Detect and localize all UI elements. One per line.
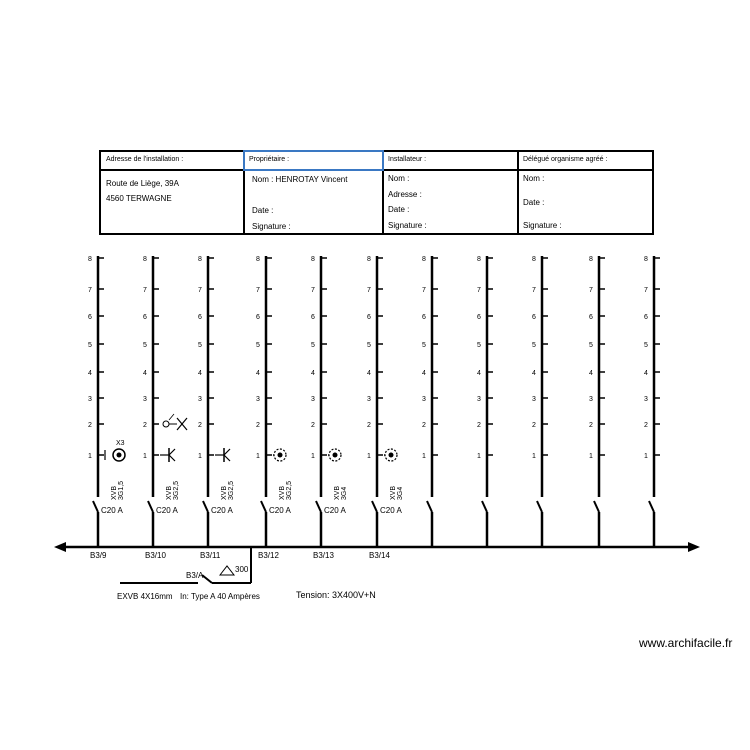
circuit [644,256,660,547]
tick-label: 1 [367,453,371,460]
circuit [477,256,493,547]
circuit-id-label: B3/10 [145,551,166,560]
cable-label: 3G2,5 [173,480,180,500]
address-line1: Route de Liège, 39A [106,179,179,188]
tick-label: 8 [589,256,593,263]
circuit-id-label: B3/11 [200,551,221,560]
tick-label: 6 [532,314,536,321]
tick-label: 1 [422,453,426,460]
breaker-label: C20 A [269,506,291,515]
tick-label: 6 [311,314,315,321]
tick-label: 3 [589,396,593,403]
switch-arm [224,449,230,455]
tick-label: 6 [644,314,648,321]
switch-arm [169,449,175,455]
tick-label: 1 [311,453,315,460]
tick-label: 5 [88,342,92,349]
differential-label: 300 [235,565,249,574]
tick-label: 8 [88,256,92,263]
tick-label: 2 [143,422,147,429]
socket-count-label: X3 [116,440,125,447]
tick-label: 1 [143,453,147,460]
circuit-id-label: B3/14 [369,551,390,560]
breaker-label: C20 A [380,506,402,515]
tick-label: 4 [256,370,260,377]
tick-label: 5 [198,342,202,349]
tick-label: 8 [256,256,260,263]
tick-label: 1 [477,453,481,460]
tension-label: Tension: 3X400V+N [296,590,376,600]
tick-label: 2 [532,422,536,429]
tick-label: 5 [256,342,260,349]
tick-label: 3 [143,396,147,403]
main-rating-label: In: Type A 40 Ampères [180,592,260,601]
tick-label: 5 [367,342,371,349]
cable-label: 3G1,5 [118,480,125,500]
tick-label: 5 [143,342,147,349]
watermark: www.archifacile.fr [639,636,733,650]
tick-label: 3 [367,396,371,403]
tick-label: 1 [589,453,593,460]
circuit [422,256,438,547]
socket-dot [389,453,394,458]
switch-arm [224,455,230,461]
tick-label: 6 [256,314,260,321]
circuits [88,256,660,560]
breaker-switch-icon [427,501,432,512]
tick-label: 4 [88,370,92,377]
tick-label: 1 [256,453,260,460]
lamp-point-icon [163,421,169,427]
tick-label: 2 [367,422,371,429]
tick-label: 1 [532,453,536,460]
cable-label: XVB [279,485,286,500]
socket-dot [333,453,338,458]
cable-label: XVB [166,485,173,500]
breaker-switch-icon [148,501,153,512]
tick-label: 7 [88,287,92,294]
tick-label: 4 [143,370,147,377]
tick-label: 2 [88,422,92,429]
tick-label: 1 [644,453,648,460]
installer-date: Date : [388,205,410,214]
tick-label: 3 [422,396,426,403]
breaker-switch-icon [594,501,599,512]
owner-signature: Signature : [252,222,291,231]
tick-label: 6 [422,314,426,321]
cable-label: XVB [390,485,397,500]
cable-label: XVB [221,485,228,500]
owner-date: Date : [252,206,274,215]
owner-name: Nom : HENROTAY Vincent [252,175,348,184]
breaker-switch-icon [316,501,321,512]
tick-label: 6 [88,314,92,321]
tick-label: 2 [477,422,481,429]
address-line2: 4560 TERWAGNE [106,194,172,203]
circuit-id-label: B3/13 [313,551,334,560]
circuit [256,256,293,560]
tick-label: 5 [644,342,648,349]
circuit [532,256,548,547]
cable-label: XVB [111,485,118,500]
tick-label: 3 [256,396,260,403]
tick-label: 5 [422,342,426,349]
tick-label: 5 [311,342,315,349]
breaker-switch-icon [372,501,377,512]
tick-label: 7 [422,287,426,294]
tick-label: 8 [422,256,426,263]
tick-label: 4 [198,370,202,377]
tick-label: 4 [644,370,648,377]
circuit [198,256,235,560]
tick-label: 3 [644,396,648,403]
cable-label: 3G2,5 [286,480,293,500]
tick-label: 3 [311,396,315,403]
tick-label: 1 [198,453,202,460]
tick-label: 7 [532,287,536,294]
tick-label: 7 [256,287,260,294]
tick-label: 4 [589,370,593,377]
tick-label: 6 [589,314,593,321]
tick-label: 6 [477,314,481,321]
tick-label: 7 [198,287,202,294]
breaker-label: C20 A [156,506,178,515]
tick-label: 8 [644,256,648,263]
installer-address: Adresse : [388,190,422,199]
breaker-switch-icon [261,501,266,512]
cable-label: 3G4 [397,486,404,500]
tick-label: 7 [477,287,481,294]
breaker-switch-icon [93,501,98,512]
tick-label: 2 [311,422,315,429]
tick-label: 2 [256,422,260,429]
tick-label: 8 [477,256,481,263]
tick-label: 7 [589,287,593,294]
tick-label: 2 [589,422,593,429]
cable-label: 3G2,5 [228,480,235,500]
tick-label: 4 [532,370,536,377]
cable-label: 3G4 [341,486,348,500]
agency-name: Nom : [523,174,545,183]
tick-label: 7 [367,287,371,294]
breaker-label: C20 A [324,506,346,515]
tick-label: 7 [644,287,648,294]
tick-label: 8 [532,256,536,263]
tick-label: 8 [367,256,371,263]
differential-triangle-icon [220,566,234,575]
tick-label: 2 [644,422,648,429]
breaker-switch-icon [537,501,542,512]
bus-left-arrow-icon [54,542,66,552]
tick-label: 2 [198,422,202,429]
owner-cell-selection[interactable] [244,151,383,170]
tick-label: 6 [198,314,202,321]
circuit [311,256,348,560]
breaker-label: C20 A [101,506,123,515]
lamp-tick [169,414,174,420]
tick-label: 6 [143,314,147,321]
installer-name: Nom : [388,174,410,183]
tick-label: 4 [422,370,426,377]
tick-label: 1 [88,453,92,460]
circuit [88,256,125,560]
bus-right-arrow-icon [688,542,700,552]
installer-title: Installateur : [388,156,427,163]
breaker-switch-icon [649,501,654,512]
tick-label: 8 [198,256,202,263]
breaker-label: C20 A [211,506,233,515]
agency-date: Date : [523,198,545,207]
agency-title: Délégué organisme agréé : [523,156,608,163]
header-table [100,151,653,234]
tick-label: 3 [477,396,481,403]
tick-label: 3 [198,396,202,403]
circuit-id-label: B3/12 [258,551,279,560]
tick-label: 7 [143,287,147,294]
tick-label: 3 [88,396,92,403]
main-cable-label: EXVB 4X16mm [117,592,173,601]
circuit [143,256,187,560]
circuit [367,256,404,560]
tick-label: 5 [589,342,593,349]
tick-label: 7 [311,287,315,294]
circuit-id-label: B3/9 [90,551,107,560]
tick-label: 4 [367,370,371,377]
owner-title[interactable]: Propriétaire : [249,156,290,163]
switch-arm [169,455,175,461]
tick-label: 8 [143,256,147,263]
tick-label: 3 [532,396,536,403]
tick-label: 4 [477,370,481,377]
tick-label: 6 [367,314,371,321]
tick-label: 8 [311,256,315,263]
tick-label: 2 [422,422,426,429]
tick-label: 5 [477,342,481,349]
socket-dot [278,453,283,458]
address-title: Adresse de l'installation : [106,156,184,163]
circuit [589,256,605,547]
tick-label: 4 [311,370,315,377]
installer-signature: Signature : [388,221,427,230]
breaker-switch-icon [482,501,487,512]
breaker-switch-icon [203,501,208,512]
main-switch-label: B3/A [186,571,204,580]
tick-label: 5 [532,342,536,349]
cable-label: XVB [334,485,341,500]
socket-dot [117,453,122,458]
agency-signature: Signature : [523,221,562,230]
